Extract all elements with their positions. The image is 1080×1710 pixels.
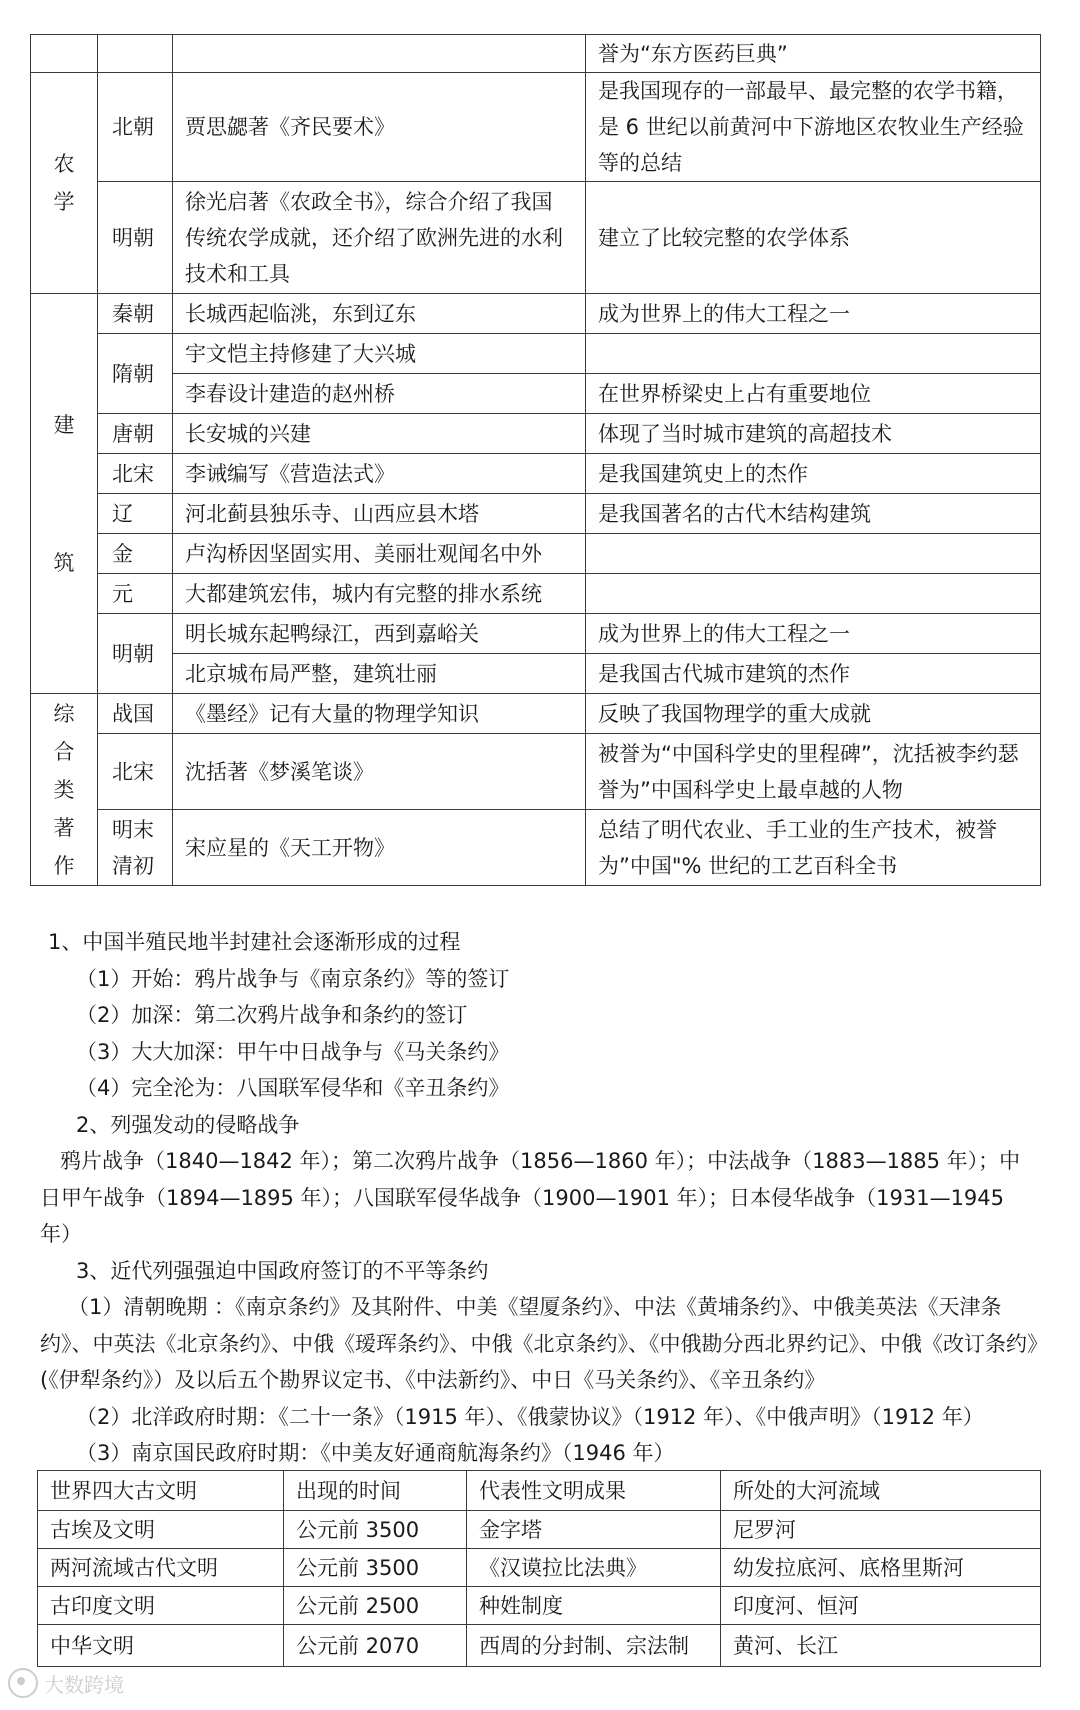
table-row	[38, 1625, 1041, 1667]
column-header: 代表性文明成果	[467, 1471, 721, 1511]
significance-cell	[586, 334, 1041, 374]
table-cell: 种姓制度	[467, 1587, 721, 1625]
list-item: （4）完全沦为：八国联军侵华和《辛丑条约》	[76, 1076, 510, 1100]
table-cell: 西周的分封制、宗法制	[467, 1625, 721, 1667]
table-cell: 印度河、恒河	[721, 1587, 1041, 1625]
science-achievements-table	[30, 34, 1041, 886]
watermark	[8, 1668, 124, 1698]
content-cell: 河北蓟县独乐寺、山西应县木塔	[173, 494, 586, 534]
era-cell: 北宋	[98, 454, 173, 494]
era-cell: 唐朝	[98, 414, 173, 454]
table-row	[31, 614, 1041, 654]
era-cell: 明朝	[98, 182, 173, 294]
content-cell: 《墨经》记有大量的物理学知识	[173, 694, 586, 734]
table-row	[31, 534, 1041, 574]
content-cell: 贾思勰著《齐民要术》	[173, 73, 586, 182]
table-cell: 金字塔	[467, 1511, 721, 1549]
content-cell: 李诫编写《营造法式》	[173, 454, 586, 494]
era-cell: 明末 清初	[98, 810, 173, 886]
era-cell	[98, 35, 173, 73]
table-row	[31, 35, 1041, 73]
table-cell: 公元前 2500	[284, 1587, 467, 1625]
content-cell: 明长城东起鸭绿江，西到嘉峪关	[173, 614, 586, 654]
table-cell: 尼罗河	[721, 1511, 1041, 1549]
content-cell: 大都建筑宏伟，城内有完整的排水系统	[173, 574, 586, 614]
significance-cell: 是我国古代城市建筑的杰作	[586, 654, 1041, 694]
era-cell: 北宋	[98, 734, 173, 810]
table-row	[38, 1511, 1041, 1549]
significance-cell: 是我国著名的古代木结构建筑	[586, 494, 1041, 534]
table-row	[31, 494, 1041, 534]
significance-cell: 被誉为“中国科学史的里程碑”，沈括被李约瑟誉为”中国科学史上最卓越的人物	[586, 734, 1041, 810]
table-row	[31, 810, 1041, 886]
table-header-row	[38, 1471, 1041, 1511]
era-cell: 金	[98, 534, 173, 574]
category-agriculture: 农 学	[31, 73, 98, 294]
list-item: （2）北洋政府时期：《二十一条》（1915 年）、《俄蒙协议》（1912 年）、《中俄声明》（1912 年）	[76, 1404, 984, 1429]
content-cell: 卢沟桥因坚固实用、美丽壮观闻名中外	[173, 534, 586, 574]
column-header: 所处的大河流域	[721, 1471, 1041, 1511]
table-row	[38, 1587, 1041, 1625]
list-item: （3）南京国民政府时期：《中美友好通商航海条约》（1946 年）	[76, 1441, 675, 1465]
table-cell: 古印度文明	[38, 1587, 284, 1625]
table-cell: 公元前 2070	[284, 1625, 467, 1667]
significance-cell: 成为世界上的伟大工程之一	[586, 294, 1041, 334]
table-row	[31, 414, 1041, 454]
table-row	[31, 182, 1041, 294]
significance-cell: 体现了当时城市建筑的高超技术	[586, 414, 1041, 454]
table-cell: 《汉谟拉比法典》	[467, 1549, 721, 1587]
content-cell	[173, 35, 586, 73]
list-item: （1）清朝晚期 ：《南京条约》及其附件、中美《望厦条约》、中法《黄埔条约》、中俄美英法《天津条约》、中英法《北京条约》、中俄《瑷珲条约》、中俄《北京条约》、《中俄勘分西北界约记》、中俄《改订条约》(《伊犁条约》）及以后五个勘界议定书、《中法新约》、中日《马关条约》、《辛丑条约》	[40, 1295, 1038, 1392]
content-cell: 徐光启著《农政全书》，综合介绍了我国传统农学成就，还介绍了欧洲先进的水利技术和工具	[173, 182, 586, 294]
significance-cell: 建立了比较完整的农学体系	[586, 182, 1041, 294]
content-cell: 宇文恺主持修建了大兴城	[173, 334, 586, 374]
category-architecture: 建 筑	[31, 294, 98, 694]
era-cell: 战国	[98, 694, 173, 734]
table-cell: 古埃及文明	[38, 1511, 284, 1549]
era-cell: 隋朝	[98, 334, 173, 414]
paragraph: 鸦片战争（1840—1842 年）；第二次鸦片战争（1856—1860 年）；中法战争（1883—1885 年）；中日甲午战争（1894—1895 年）；八国联军侵华战争（1900—1901 年）；日本侵华战争（1931—1945 年）	[40, 1149, 1021, 1246]
table-cell: 两河流域古代文明	[38, 1549, 284, 1587]
column-header: 世界四大古文明	[38, 1471, 284, 1511]
watermark-text: 大数跨境	[44, 1672, 124, 1697]
table-row	[31, 654, 1041, 694]
table-cell: 公元前 3500	[284, 1511, 467, 1549]
table-row	[31, 574, 1041, 614]
section-heading: 2、列强发动的侵略战争	[76, 1112, 300, 1137]
category-comprehensive: 综 合 类 著 作	[31, 694, 98, 886]
era-cell: 辽	[98, 494, 173, 534]
significance-cell: 誉为“东方医药巨典”	[586, 35, 1041, 73]
content-cell: 长安城的兴建	[173, 414, 586, 454]
history-notes	[40, 924, 1038, 1472]
era-cell: 明朝	[98, 614, 173, 694]
table-row	[31, 694, 1041, 734]
content-cell: 李春设计建造的赵州桥	[173, 374, 586, 414]
table-cell: 黄河、长江	[721, 1625, 1041, 1667]
significance-cell: 是我国建筑史上的杰作	[586, 454, 1041, 494]
significance-cell	[586, 534, 1041, 574]
table-cell: 公元前 3500	[284, 1549, 467, 1587]
ancient-civilizations-table	[37, 1470, 1041, 1667]
list-item: （3）大大加深：甲午中日战争与《马关条约》	[76, 1039, 510, 1064]
table-row	[31, 294, 1041, 334]
table-row	[31, 734, 1041, 810]
content-cell: 宋应星的《天工开物》	[173, 810, 586, 886]
content-cell: 长城西起临洮，东到辽东	[173, 294, 586, 334]
list-item: （1）开始：鸦片战争与《南京条约》等的签订	[76, 966, 510, 991]
column-header: 出现的时间	[284, 1471, 467, 1511]
significance-cell	[586, 574, 1041, 614]
table-cell: 幼发拉底河、底格里斯河	[721, 1549, 1041, 1587]
brand-logo-icon	[8, 1668, 38, 1698]
significance-cell: 反映了我国物理学的重大成就	[586, 694, 1041, 734]
table-row	[31, 454, 1041, 494]
list-item: （2）加深：第二次鸦片战争和条约的签订	[76, 1003, 468, 1027]
table-row	[38, 1549, 1041, 1587]
content-cell: 沈括著《梦溪笔谈》	[173, 734, 586, 810]
era-cell: 元	[98, 574, 173, 614]
category-cell	[31, 35, 98, 73]
content-cell: 北京城布局严整，建筑壮丽	[173, 654, 586, 694]
era-cell: 秦朝	[98, 294, 173, 334]
table-cell: 中华文明	[38, 1625, 284, 1667]
section-heading: 3、近代列强强迫中国政府签订的不平等条约	[76, 1258, 489, 1283]
section-heading: 1、中国半殖民地半封建社会逐渐形成的过程	[48, 930, 461, 954]
significance-cell: 是我国现存的一部最早、最完整的农学书籍，是 6 世纪以前黄河中下游地区农牧业生产经验等的总结	[586, 73, 1041, 182]
table-row	[31, 374, 1041, 414]
significance-cell: 在世界桥梁史上占有重要地位	[586, 374, 1041, 414]
era-cell: 北朝	[98, 73, 173, 182]
significance-cell: 总结了明代农业、手工业的生产技术，被誉为”中国"% 世纪的工艺百科全书	[586, 810, 1041, 886]
significance-cell: 成为世界上的伟大工程之一	[586, 614, 1041, 654]
table-row	[31, 73, 1041, 182]
table-row	[31, 334, 1041, 374]
